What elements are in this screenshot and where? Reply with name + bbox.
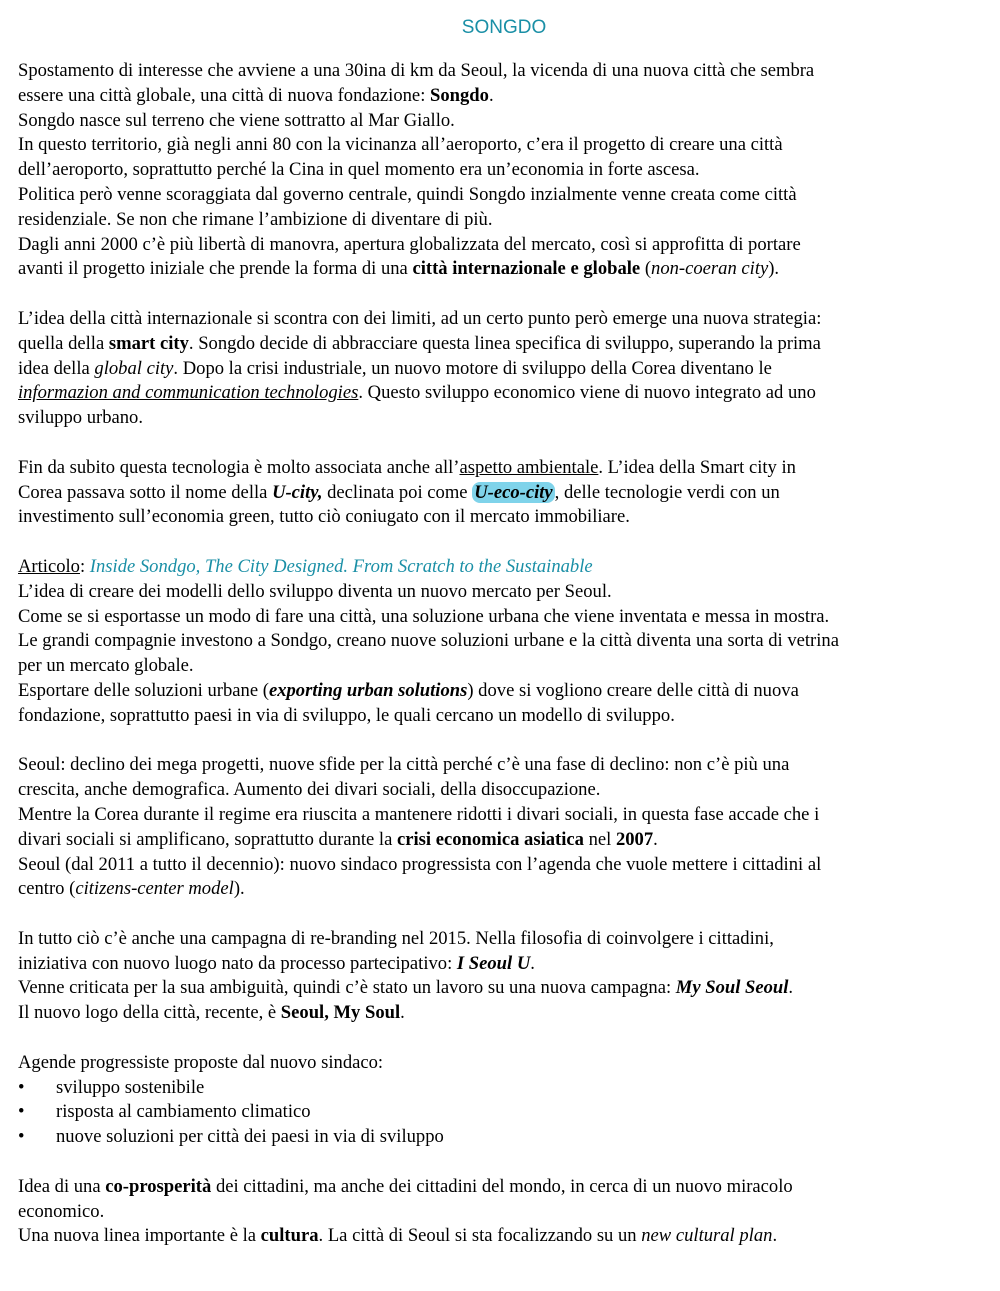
paragraph-gap	[18, 1150, 982, 1175]
text-line: Mentre la Corea durante il regime era riuscita a mantenere ridotti i divari sociali, in questa fase accade che i	[18, 803, 820, 825]
text-line: divari sociali si amplificano, soprattutto durante la crisi economica asiatica nel 2007.	[18, 828, 658, 850]
highlighted-term: U-eco-city	[474, 481, 553, 503]
text-line: Politica però venne scoraggiata dal governo centrale, quindi Songdo inzialmente venne creata come città	[18, 183, 797, 205]
paragraph-gap	[18, 530, 982, 555]
text-line: Come se si esportasse un modo di fare una città, una soluzione urbana che viene inventata e messa in mostra.	[18, 605, 830, 627]
bullet-icon: •	[18, 1101, 25, 1123]
text-line: Corea passava sotto il nome della U-city, declinata poi come U-eco-city , delle tecnologie verdi con un	[18, 481, 780, 503]
text-line: essere una città globale, una città di nuova fondazione: Songdo.	[18, 84, 494, 106]
text-line: dell’aeroporto, soprattutto perché la Cina in quel momento era un’economia in forte ascesa.	[18, 159, 700, 181]
bold-italic-term: My Soul Seoul	[675, 977, 789, 999]
text-line: Venne criticata per la sua ambiguità, quindi c’è stato un lavoro su una nuova campagna: My Soul Seoul.	[18, 977, 794, 999]
text-line: Seoul: declino dei mega progetti, nuove sfide per la città perché c’è una fase di declino: non c’è più una	[18, 754, 790, 776]
bold-term: cultura	[260, 1225, 319, 1247]
paragraph-gap	[18, 1026, 982, 1051]
bullet-icon: •	[18, 1126, 25, 1148]
text-line: Esportare delle soluzioni urbane (exporting urban solutions) dove si vogliono creare delle città di nuova	[18, 679, 799, 701]
text-line: Songdo nasce sul terreno che viene sottratto al Mar Giallo.	[18, 109, 455, 131]
text-line: In tutto ciò c’è anche una campagna di re-branding nel 2015. Nella filosofia di coinvolgere i cittadini,	[18, 927, 774, 949]
text-line: Una nuova linea importante è la cultura. La città di Seoul si sta focalizzando su un new cultural plan.	[18, 1225, 778, 1247]
text-line: Spostamento di interesse che avviene a una 30ina di km da Seoul, la vicenda di una nuova città che sembra	[18, 60, 815, 81]
text-line: per un mercato globale.	[18, 655, 194, 677]
article-label: Articolo	[18, 555, 80, 577]
paragraph-gap	[18, 902, 982, 927]
text-line: L’idea della città internazionale si scontra con dei limiti, ad un certo punto però emerge una nuova strategia:	[18, 307, 822, 329]
text-line: Le grandi compagnie investono a Sondgo, creano nuove soluzioni urbane e la città diventa una sorta di vetrina	[18, 630, 839, 652]
text-line: economico.	[18, 1200, 105, 1222]
bold-term: Seoul, My Soul	[280, 1002, 401, 1024]
text-line: In questo territorio, già negli anni 80 con la vicinanza all’aeroporto, c’era il progetto di creare una città	[18, 134, 783, 156]
text-line: crescita, anche demografica. Aumento dei divari sociali, della disoccupazione.	[18, 779, 601, 801]
text-line: informazion and communication technologies. Questo sviluppo economico viene di nuovo integrato ad uno	[18, 382, 816, 404]
text-line: L’idea di creare dei modelli dello sviluppo diventa un nuovo mercato per Seoul.	[18, 580, 612, 602]
underlined-term: aspetto ambientale	[459, 456, 599, 478]
text-line: Fin da subito questa tecnologia è molto associata anche all’aspetto ambientale. L’idea della Smart city in	[18, 456, 796, 478]
bold-term: crisi economica asiatica	[397, 828, 584, 850]
italic-term: global city	[94, 357, 174, 379]
text-line: Agende progressiste proposte dal nuovo sindaco:	[18, 1051, 384, 1073]
italic-term: non-coeran city	[651, 258, 769, 280]
text-line: quella della smart city. Songdo decide di abbracciare questa linea specifica di sviluppo, superando la prima	[18, 332, 821, 354]
bold-term: 2007	[615, 828, 654, 850]
text-line: Articolo: Inside Sondgo, The City Designed. From Scratch to the Sustainable	[18, 555, 593, 577]
paragraph-gap	[18, 729, 982, 754]
text-line: Seoul (dal 2011 a tutto il decennio): nuovo sindaco progressista con l’agenda che vuole mettere i cittadini al	[18, 853, 822, 875]
bold-italic-term: exporting urban solutions	[268, 679, 468, 701]
bold-italic-term: U-city,	[272, 481, 323, 503]
text-line: avanti il progetto iniziale che prende la forma di una città internazionale e globale (non-coeran city).	[18, 258, 780, 280]
paragraph-gap	[18, 431, 982, 456]
italic-term: new cultural plan	[641, 1225, 773, 1247]
text-line: sviluppo urbano.	[18, 407, 143, 429]
text-line: Il nuovo logo della città, recente, è Seoul, My Soul.	[18, 1002, 405, 1024]
text-line: Idea di una co-prosperità dei cittadini, ma anche dei cittadini del mondo, in cerca di un nuovo miracolo	[18, 1175, 793, 1197]
paragraph-gap	[18, 282, 982, 307]
bold-term: città internazionale e globale	[412, 258, 641, 280]
text-line: idea della global city. Dopo la crisi industriale, un nuovo motore di sviluppo della Corea diventano le	[18, 357, 772, 379]
underlined-italic-term: informazion and communication technologies	[18, 382, 359, 404]
text-line: residenziale. Se non che rimane l’ambizione di diventare di più.	[18, 208, 493, 230]
bullet-icon: •	[18, 1076, 25, 1098]
bold-term: smart city	[108, 332, 189, 354]
text-line: Dagli anni 2000 c’è più libertà di manovra, apertura globalizzata del mercato, così si approfitta di portare	[18, 233, 801, 255]
text-line: iniziativa con nuovo luogo nato da processo partecipativo: I Seoul U.	[18, 952, 535, 974]
text-line: investimento sull’economia green, tutto ciò coniugato con il mercato immobiliare.	[18, 506, 630, 528]
bold-term: Songdo	[430, 84, 489, 106]
page-title: SONGDO	[461, 17, 547, 38]
bold-italic-term: I Seoul U	[456, 952, 531, 974]
list-item: • nuove soluzioni per città dei paesi in via di sviluppo	[18, 1125, 982, 1150]
document-body	[18, 59, 982, 1249]
bold-term: co-prosperità	[105, 1175, 212, 1197]
text-line: fondazione, soprattutto paesi in via di sviluppo, le quali cercano un modello di sviluppo.	[18, 704, 675, 726]
article-title-link[interactable]: Inside Sondgo, The City Designed. From Scratch to the Sustainable	[89, 555, 593, 577]
italic-term: citizens-center model	[75, 878, 234, 900]
list-item: • risposta al cambiamento climatico	[18, 1100, 982, 1125]
list-item: • sviluppo sostenibile	[18, 1076, 982, 1101]
text-line: centro (citizens-center model).	[18, 878, 245, 900]
